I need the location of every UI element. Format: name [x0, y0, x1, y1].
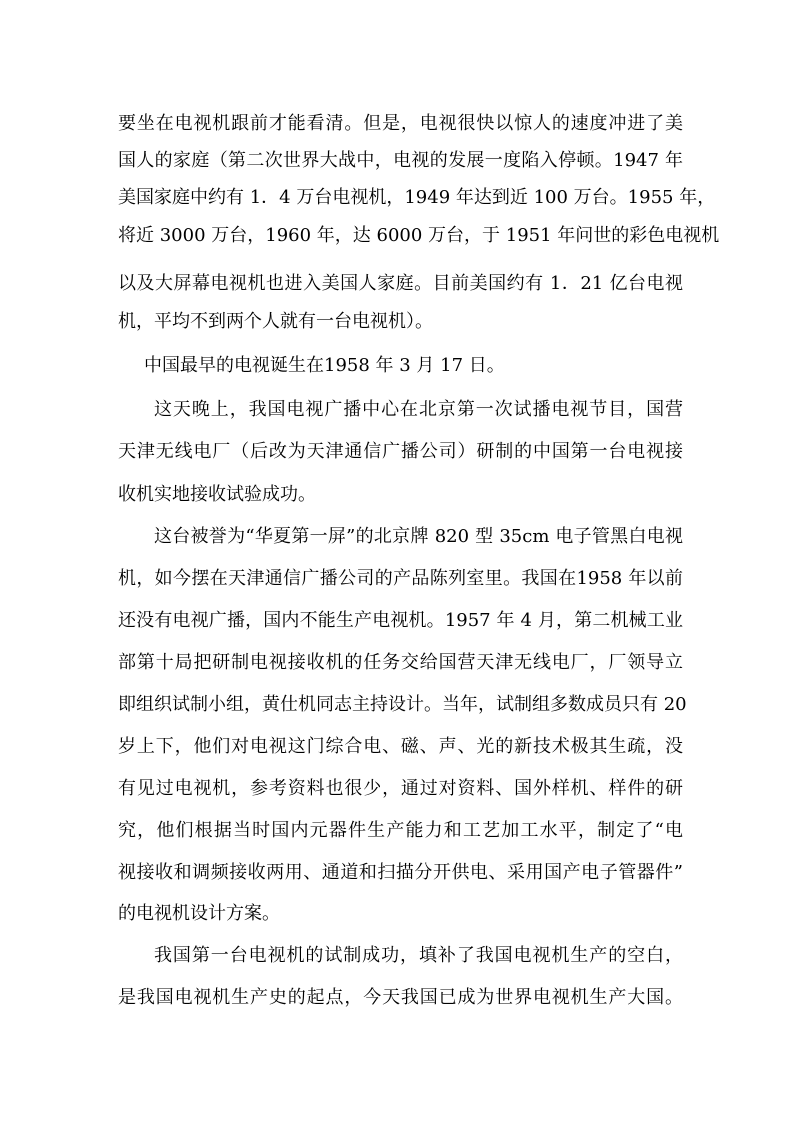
- paragraph-4-line-5: 即组织试制小组，黄仕机同志主持设计。当年，试制组多数成员只有 20: [118, 694, 687, 715]
- paragraph-3-line-3: 收机实地接收试验成功。: [118, 484, 316, 505]
- paragraph-5-line-2: 是我国电视机生产史的起点，今天我国已成为世界电视机生产大国。: [118, 987, 683, 1008]
- paragraph-4-line-8: 究，他们根据当时国内元器件生产能力和工艺加工水平，制定了“电: [118, 820, 683, 841]
- paragraph-1-line-2: 国人的家庭（第二次世界大战中，电视的发展一度陷入停顿。1947 年: [118, 150, 683, 171]
- paragraph-4-line-7: 有见过电视机，参考资料也很少，通过对资料、国外样机、样件的研: [118, 778, 683, 799]
- paragraph-4-line-9: 视接收和调频接收两用、通道和扫描分开供电、采用国产电子管器件”: [118, 862, 683, 883]
- paragraph-3-line-1: 这天晚上，我国电视广播中心在北京第一次试播电视节目，国营: [154, 399, 683, 420]
- paragraph-4-line-3: 还没有电视广播，国内不能生产电视机。1957 年 4 月，第二机械工业: [118, 610, 683, 631]
- paragraph-3-line-2: 天津无线电厂（后改为天津通信广播公司）研制的中国第一台电视接: [118, 441, 683, 462]
- paragraph-4-line-10: 的电视机设计方案。: [118, 903, 280, 924]
- paragraph-1-line-6: 机，平均不到两个人就有一台电视机）。: [118, 311, 433, 332]
- paragraph-1-line-4: 将近 3000 万台，1960 年，达 6000 万台，于 1951 年问世的彩色电视机: [118, 225, 720, 246]
- paragraph-1-line-3: 美国家庭中约有 1．4 万台电视机，1949 年达到近 100 万台。1955 年，: [118, 187, 716, 208]
- paragraph-1-line-5: 以及大屏幕电视机也进入美国人家庭。目前美国约有 1．21 亿台电视: [118, 273, 683, 294]
- paragraph-4-line-6: 岁上下，他们对电视这门综合电、磁、声、光的新技术极其生疏，没: [118, 736, 683, 757]
- paragraph-4-line-4: 部第十局把研制电视接收机的任务交给国营天津无线电厂，厂领导立: [118, 652, 683, 673]
- paragraph-2-line-1: 中国最早的电视诞生在1958 年 3 月 17 日。: [144, 355, 505, 376]
- paragraph-5-line-1: 我国第一台电视机的试制成功，填补了我国电视机生产的空白，: [154, 945, 683, 966]
- paragraph-4-line-2: 机，如今摆在天津通信广播公司的产品陈列室里。我国在1958 年以前: [118, 568, 683, 589]
- paragraph-1-line-1: 要坐在电视机跟前才能看清。但是，电视很快以惊人的速度冲进了美: [118, 113, 683, 134]
- paragraph-4-line-1: 这台被誉为“华夏第一屏”的北京牌 820 型 35cm 电子管黑白电视: [154, 526, 683, 547]
